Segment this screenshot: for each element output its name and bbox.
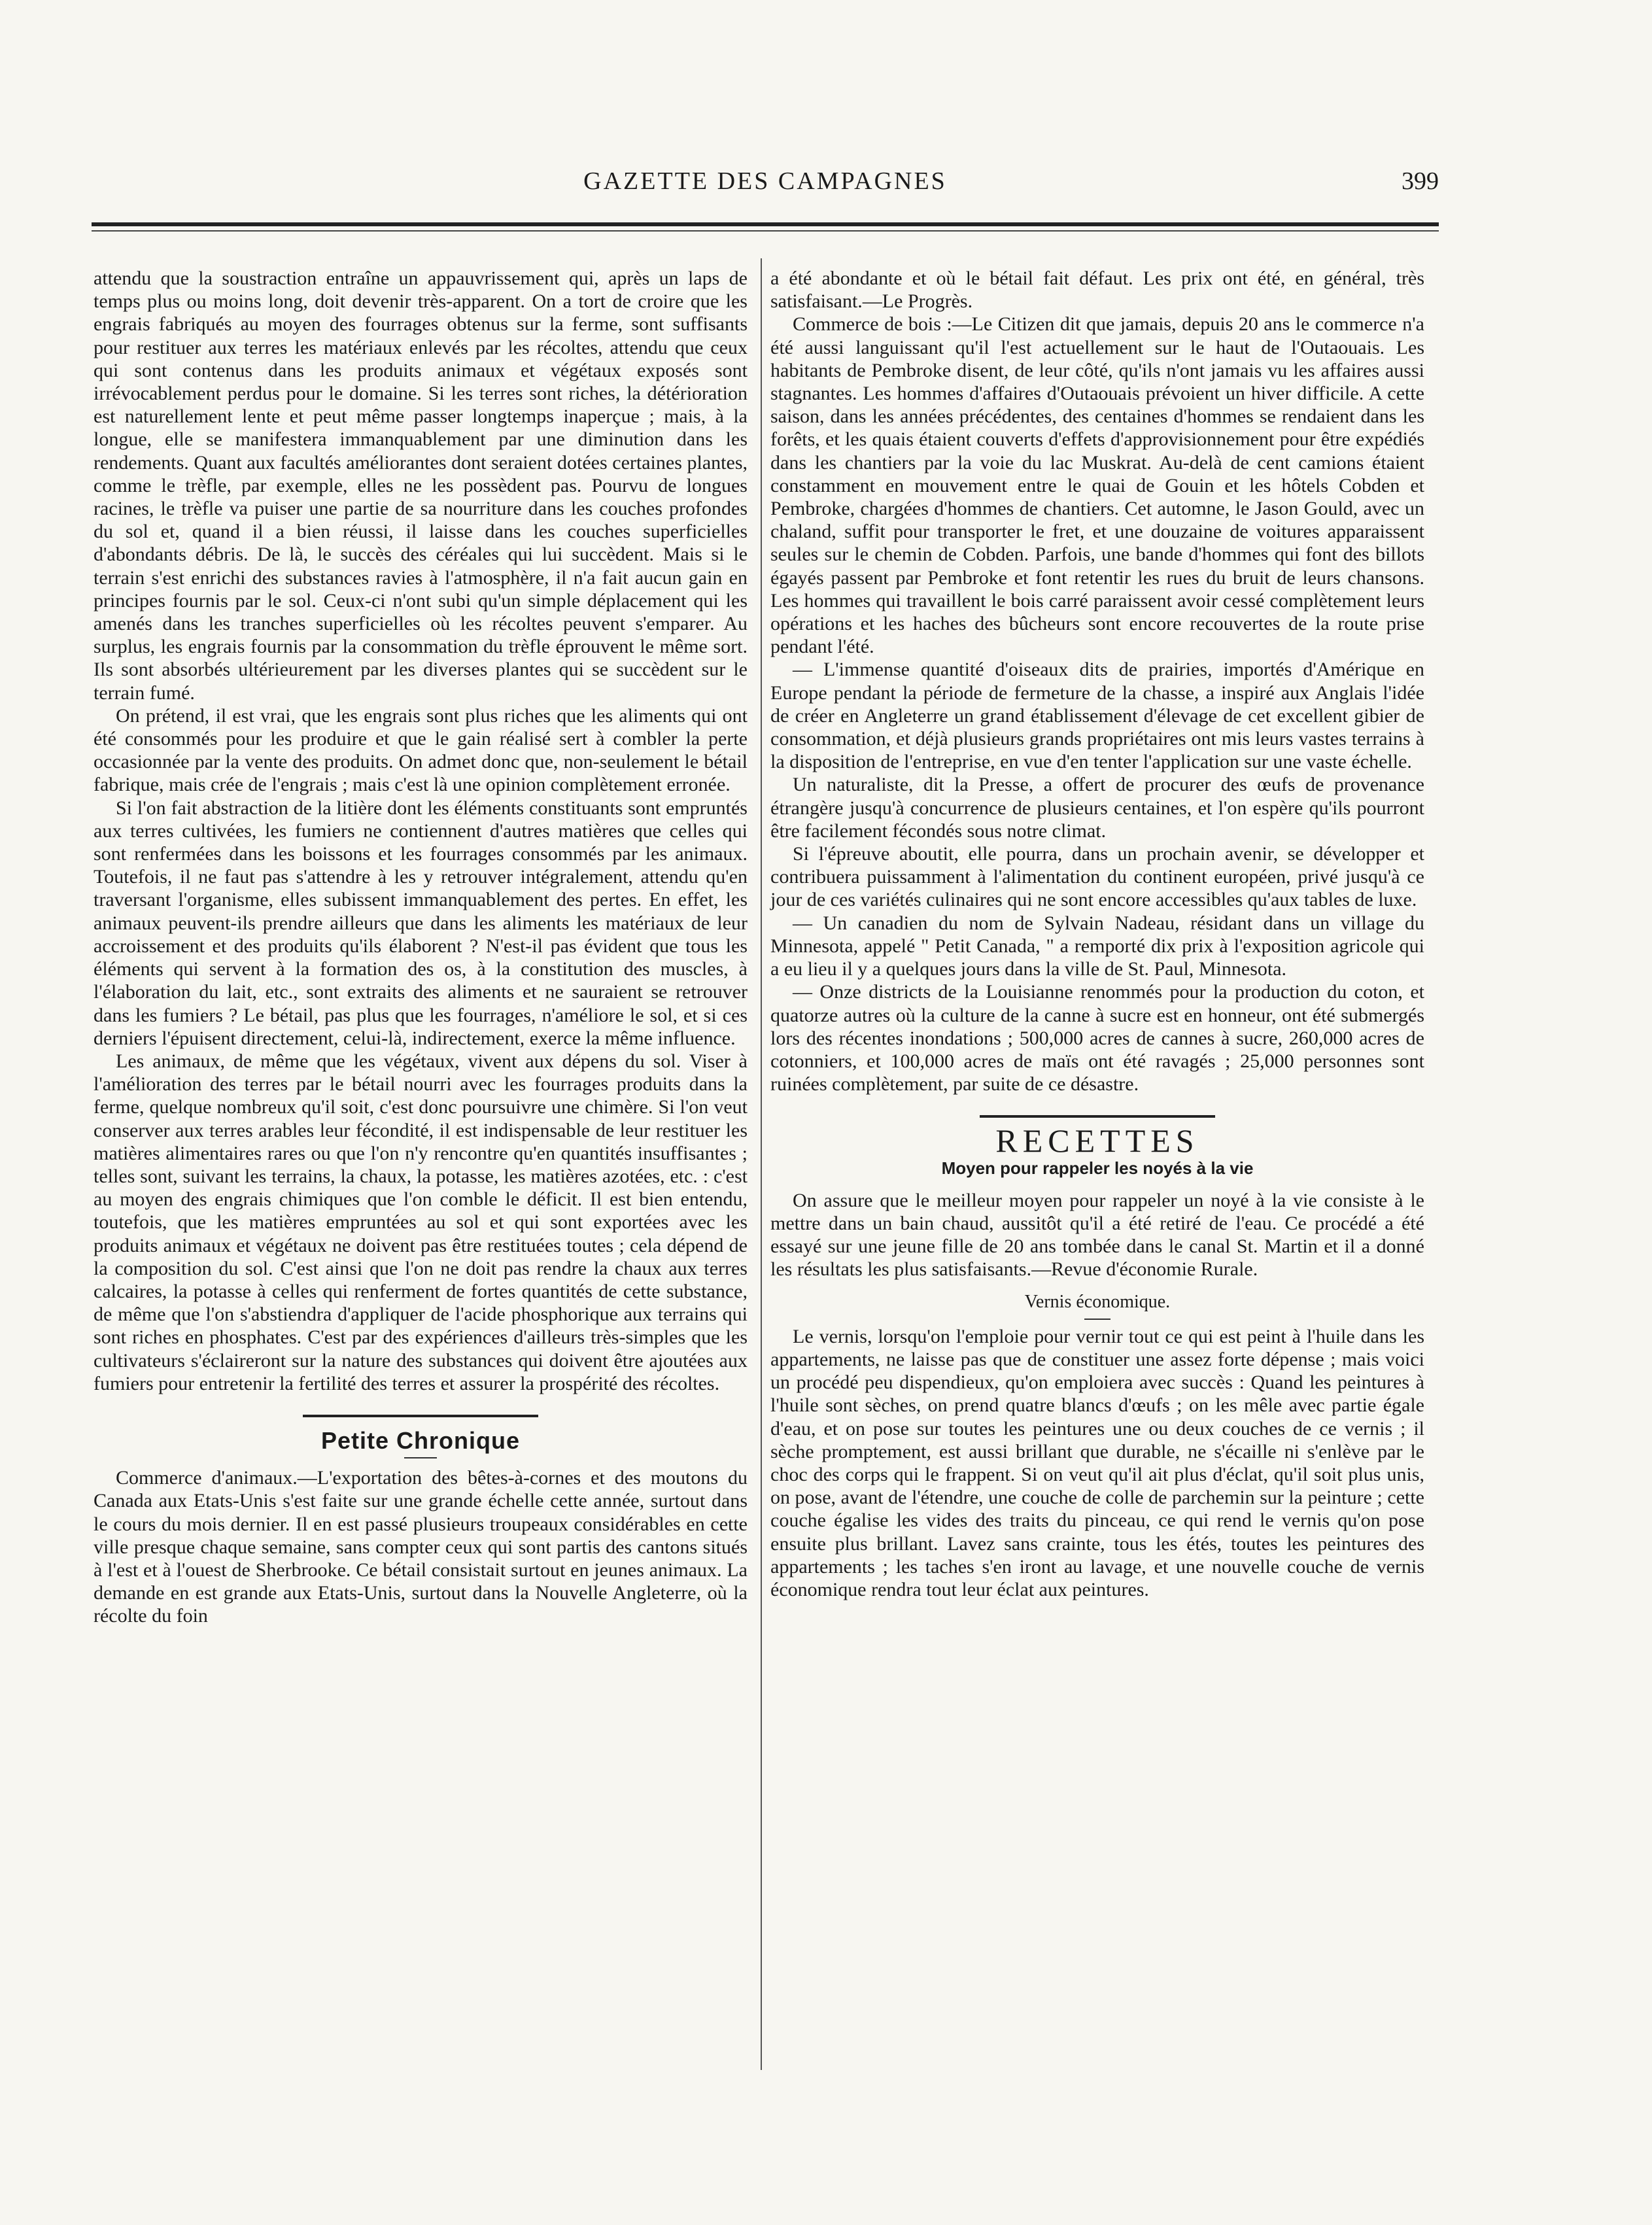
recettes-title: RECETTES xyxy=(995,1122,1199,1160)
article-paragraph: attendu que la soustraction entraîne un appauvrissement qui, après un laps de temps plus ou moins long, doit devenir très-apparent. On a tort de croire que les engrais fabriqués au moyen des fourrages obtenus sur la ferme, sont suffisants pour restituer aux terres les matériaux enlevés par les récoltes, attendu que ceux qui sont contenus dans les produits animaux et végétaux exposés sont irrévocablement perdus pour le domaine. Si les terres sont riches, la détérioration est naturellement lente et peut même passer longtemps inaperçue ; mais, à la longue, elle se manifestera immanquablement par une diminution dans les rendements. Quant aux facultés améliorantes dont seraient dotées certaines plantes, comme le trèfle, par exemple, elles ne les possèdent pas. Pourvu de longues racines, le trèfle va puiser une partie de sa nourriture dans les couches profondes du sol et, quand il a bien réussi, il laisse dans les couches superficielles d'abondants débris. De là, le succès des céréales qui lui succèdent. Mais si le terrain s'est enrichi des substances ravies à l'atmosphère, il n'a fait aucun gain en principes fournis par le sol. Ceux-ci n'ont subi qu'un simple déplacement qui les amenés dans les tranches superficielles où les récoltes peuvent s'emparer. Au surplus, les engrais fournis par la consommation du trèfle éprouvent le même sort. Ils sont absorbés ultérieurement par les diverses plantes qui se succèdent sur le terrain fumé. xyxy=(94,267,748,704)
chronique-paragraph: Commerce de bois :—Le Citizen dit que jamais, depuis 20 ans le commerce n'a été aussi languissant qu'il l'est actuellement sur le haut de l'Outaouais. Les habitants de Pembroke disent, de leur côté, qu'ils n'ont jamais vu les affaires aussi stagnantes. Les hommes d'affaires d'Outaouais prévoient un hiver difficile. A cette saison, dans les années précédentes, des centaines d'hommes se rendaient dans les forêts, et les quais étaient couverts d'effets d'approvisionnement pour être expédiés dans les chantiers par la voie du lac Muskrat. Au-delà de cent camions étaient constamment en mouvement entre le quai de Gouin et les hôtels Cobden et Pembroke, chargées d'hommes de chantiers. Cet automne, le Jason Gould, avec un chaland, suffit pour transporter le fret, et une douzaine de voitures apparaissent seules sur le chemin de Cobden. Parfois, une bande d'hommes qui font des billots égayés passent par Pembroke et font retentir les rues du bruit de leurs chansons. Les hommes qui travaillent le bois carré paraissent avoir cessé complètement leurs opérations et les haches des bûcheurs sont encore recouvertes de la route prise pendant l'été. xyxy=(770,313,1424,658)
page-header xyxy=(92,167,1439,206)
chronique-paragraph: Commerce d'animaux.—L'exportation des bêtes-à-cornes et des moutons du Canada aux Etats-Unis s'est faite sur une grande échelle cette année, surtout dans le cours du mois dernier. Il en est passé plusieurs troupeaux considérables en cette ville presque chaque semaine, sans compter ceux qui sont partis des cantons situés à l'est et à l'ouest de Sherbrooke. Ce bétail consistait surtout en jeunes animaux. La demande en est grande aux Etats-Unis, surtout dans la Nouvelle Angleterre, où la récolte du foin xyxy=(94,1467,748,1627)
title-underline xyxy=(404,1457,437,1458)
recipe-title: Vernis économique. xyxy=(1024,1291,1171,1312)
left-column xyxy=(94,267,748,1628)
chronique-title: Petite Chronique xyxy=(320,1426,521,1454)
section-separator xyxy=(303,1415,538,1417)
right-column xyxy=(770,267,1424,1601)
section-separator xyxy=(980,1115,1215,1118)
recipe-paragraph: Le vernis, lorsqu'on l'emploie pour vernir tout ce qui est peint à l'huile dans les appartements, ne laisse pas que de constituer une assez forte dépense ; mais voici un procédé peu dispendieux, qu'on emploiera avec succès : Quand les peintures à l'huile sont sèches, on prend quatre blancs d'œufs ; on les mêle avec partie égale d'eau, et on pose sur toutes les peintures une ou deux couches de ce vernis ; il sèche promptement, est aussi brillant que durable, ne s'écaille ni s'enlève par le choc des corps qui le frappent. Si on veut qu'il ait plus d'éclat, qu'il soit plus unis, on pose, avant de l'étendre, une couche de colle de parchemin sur la peinture ; cette couche égalise les vides des traits du pinceau, ce qui rend le vernis qu'on pose ensuite plus brillant. Lavez sans crainte, tous les étés, toutes les peintures des appartements ; les taches s'en iront au lavage, et une nouvelle couche de vernis économique rendra tout leur éclat aux peintures. xyxy=(770,1325,1424,1600)
recipe-title: Moyen pour rappeler les noyés à la vie xyxy=(941,1158,1254,1178)
recipe-paragraph: On assure que le meilleur moyen pour rappeler un noyé à la vie consiste à le mettre dans un bain chaud, aussitôt qu'il a été retiré de l'eau. Ce procédé a été essayé sur une jeune fille de 20 ans tombée dans le canal St. Martin et il a donné les résultats les plus satisfaisants.—Revue d'économie Rurale. xyxy=(770,1189,1424,1281)
running-title: GAZETTE DES CAMPAGNES xyxy=(583,167,947,195)
header-rule-thick xyxy=(92,222,1439,226)
article-paragraph: Les animaux, de même que les végétaux, vivent aux dépens du sol. Viser à l'amélioration des terres par le bétail nourri avec les fourrages produits dans la ferme, quelque nombreux qu'il soit, c'est donc poursuivre une chimère. Si l'on veut conserver aux terres arables leur fécondité, il est indispensable de leur restituer les matières alimentaires rares ou que l'on n'y rencontre qu'en quantités insuffisantes ; telles sont, suivant les terrains, la chaux, la potasse, les matières azotées, etc. : c'est au moyen des engrais chimiques que l'on comble le déficit. Il est bien entendu, toutefois, que les matières empruntées au sol et qui sont exportées avec les produits animaux et végétaux ne doivent pas être restituées toutes ; cela dépend de la composition du sol. C'est ainsi que l'on ne doit pas rendre la chaux aux terres calcaires, la potasse à celles qui renferment de fortes quantités de cette substance, de même que l'on s'abstiendra d'appliquer de l'acide phosphorique aux terrains qui sont riches en phosphates. C'est par des expériences d'ailleurs très-simples que les cultivateurs s'éclaireront sur la nature des substances qui doivent être ajoutées aux fumiers pour entretenir la fertilité des terres et assurer la prospérité des récoltes. xyxy=(94,1050,748,1394)
chronique-paragraph: Si l'épreuve aboutit, elle pourra, dans un prochain avenir, se développer et contribuera puissamment à l'alimentation du continent européen, privé jusqu'à ce jour de ces variétés culinaires qui ne sont encore accessibles qu'aux tables de luxe. xyxy=(770,843,1424,911)
chronique-paragraph: a été abondante et où le bétail fait défaut. Les prix ont été, en général, très satisfaisant.—Le Progrès. xyxy=(770,267,1424,313)
page-number: 399 xyxy=(1402,167,1439,195)
chronique-paragraph: — Onze districts de la Louisianne renommés pour la production du coton, et quatorze autres où la culture de la canne à sucre est en honneur, ont été submergés lors des récentes inondations ; 500,000 acres de cannes à sucre, 260,000 acres de cotonniers, et 100,000 acres de maïs ont été ravagés ; 25,000 personnes sont ruinées complètement, par suite de ce désastre. xyxy=(770,981,1424,1095)
title-underline xyxy=(1084,1319,1110,1320)
chronique-paragraph: Un naturaliste, dit la Presse, a offert de procurer des œufs de provenance étrangère jusqu'à concurrence de plusieurs centaines, et l'on espère qu'ils pourront être facilement fécondés sous notre climat. xyxy=(770,774,1424,842)
chronique-paragraph: — Un canadien du nom de Sylvain Nadeau, résidant dans un village du Minnesota, appelé " Petit Canada, " a remporté dix prix à l'exposition agricole qui a eu lieu il y a quelques jours dans la ville de St. Paul, Minnesota. xyxy=(770,912,1424,980)
article-paragraph: Si l'on fait abstraction de la litière dont les éléments constituants sont empruntés aux terres cultivées, les fumiers ne contiennent d'autres matières que celles qui sont renfermées dans les boissons et les fourrages consommés par les animaux. Toutefois, il ne faut pas s'attendre à les y retrouver intégralement, attendu qu'en traversant l'organisme, elles subissent immanquablement des pertes. En effet, les animaux peuvent-ils prendre ailleurs que dans les aliments les matériaux de leur accroissement et des produits qu'ils élaborent ? N'est-il pas évident que tous les éléments qui servent à la formation des os, à la constitution des muscles, à l'élaboration du lait, etc., sont extraits des aliments et ne sauraient se retrouver dans les fumiers ? Le bétail, pas plus que les fourrages, n'améliore le sol, et si ces derniers l'épuisent directement, celui-là, indirectement, exerce la même influence. xyxy=(94,797,748,1049)
article-paragraph: On prétend, il est vrai, que les engrais sont plus riches que les aliments qui ont été consommés pour les produire et que le gain réalisé sert à combler la perte occasionnée par la vente des produits. On admet donc que, non-seulement le bétail fabrique, mais crée de l'engrais ; mais c'est là une opinion complètement erronée. xyxy=(94,704,748,796)
header-rule-thin xyxy=(92,230,1439,232)
chronique-paragraph: — L'immense quantité d'oiseaux dits de prairies, importés d'Amérique en Europe pendant la période de fermeture de la chasse, a inspiré aux Anglais l'idée de créer en Angleterre un grand établissement d'élevage de cet excellent gibier de consommation, et déjà plusieurs grands propriétaires ont mis leurs vastes terrains à la disposition de l'entreprise, en vue d'en tenter l'application sur une vaste échelle. xyxy=(770,659,1424,773)
column-divider xyxy=(761,258,762,2070)
